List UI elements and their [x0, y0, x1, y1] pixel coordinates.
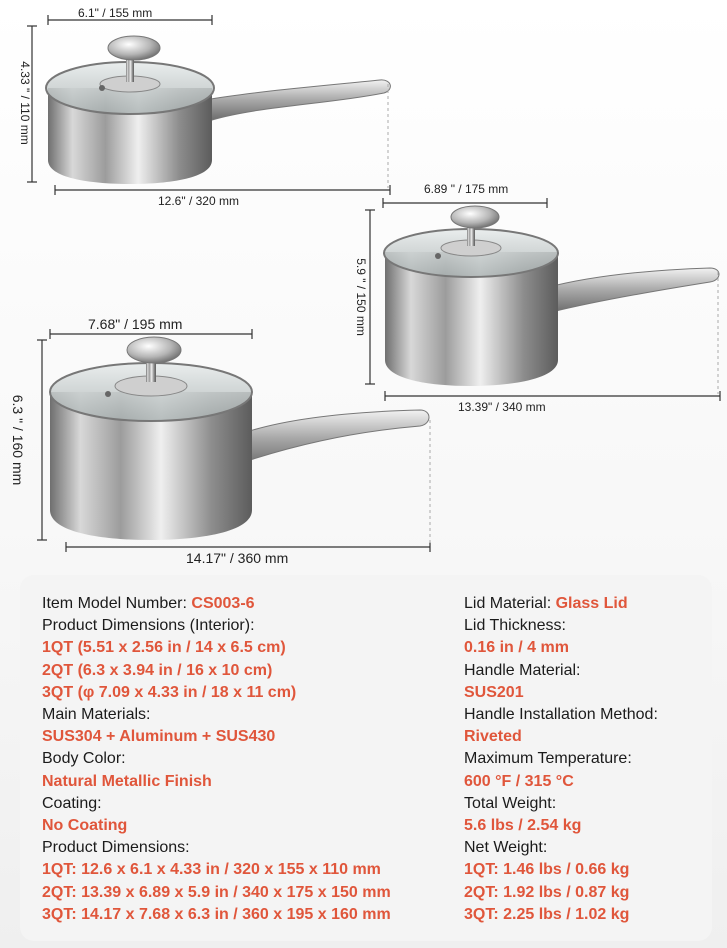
spec-interior-3qt: 3QT (φ 7.09 x 4.33 in / 18 x 11 cm)	[42, 683, 297, 701]
spec-product-dim-1qt: 1QT: 12.6 x 6.1 x 4.33 in / 320 x 155 x 110 mm	[42, 861, 381, 879]
pot-2qt	[384, 206, 719, 386]
spec-column-right	[464, 593, 704, 926]
spec-lid-thickness-value: 0.16 in / 4 mm	[464, 639, 569, 657]
spec-materials-value: SUS304 + Aluminum + SUS430	[42, 728, 276, 746]
spec-net-weight-3qt: 3QT: 2.25 lbs / 1.02 kg	[464, 905, 630, 923]
spec-interior-label: Product Dimensions (Interior):	[42, 617, 255, 635]
spec-coating-label: Coating:	[42, 794, 102, 812]
pot2-width-label: 6.89 " / 175 mm	[424, 182, 509, 196]
spec-handle-install-value: Riveted	[464, 728, 522, 746]
pot1-height-label: 4.33 " / 110 mm	[18, 61, 32, 145]
spec-net-weight-1qt: 1QT: 1.46 lbs / 0.66 kg	[464, 861, 630, 879]
spec-model: Item Model Number: CS003-6	[42, 595, 255, 612]
spec-color-label: Body Color:	[42, 750, 126, 768]
spec-interior-2qt: 2QT (6.3 x 3.94 in / 16 x 10 cm)	[42, 661, 273, 679]
spec-handle-material-value: SUS201	[464, 683, 524, 701]
spec-product-dim-3qt: 3QT: 14.17 x 7.68 x 6.3 in / 360 x 195 x 160 mm	[42, 905, 391, 923]
spec-lid-thickness-label: Lid Thickness:	[464, 617, 566, 635]
spec-net-weight-2qt: 2QT: 1.92 lbs / 0.87 kg	[464, 883, 630, 901]
spec-column-left	[42, 593, 462, 926]
spec-handle-material-label: Handle Material:	[464, 661, 581, 679]
spec-total-weight-value: 5.6 lbs / 2.54 kg	[464, 817, 582, 835]
spec-net-weight-label: Net Weight:	[464, 839, 548, 857]
specifications-panel	[20, 575, 712, 941]
spec-max-temp-value: 600 °F / 315 °C	[464, 772, 574, 790]
pot3-width-label: 7.68" / 195 mm	[88, 316, 183, 332]
lid-material-value: Glass Lid	[555, 595, 628, 612]
spec-product-dim-label: Product Dimensions:	[42, 839, 190, 857]
spec-coating-value: No Coating	[42, 817, 128, 835]
pot1-width-label: 6.1" / 155 mm	[78, 6, 153, 20]
pot3-length-label: 14.17" / 360 mm	[186, 550, 289, 566]
spec-handle-install-label: Handle Installation Method:	[464, 706, 658, 724]
spec-product-dim-2qt: 2QT: 13.39 x 6.89 x 5.9 in / 340 x 175 x 150 mm	[42, 883, 391, 901]
pot2-height-label: 5.9 " / 150 mm	[354, 258, 368, 336]
spec-materials-label: Main Materials:	[42, 706, 151, 724]
pot2-length-label: 13.39" / 340 mm	[458, 400, 546, 414]
pot-1qt	[46, 36, 390, 184]
spec-color-value: Natural Metallic Finish	[42, 772, 212, 790]
pot-3qt	[50, 337, 429, 540]
pot3-height-label: 6.3 " / 160 mm	[10, 394, 26, 486]
spec-max-temp-label: Maximum Temperature:	[464, 750, 632, 768]
model-value: CS003-6	[191, 595, 255, 612]
spec-lid-material: Lid Material: Glass Lid	[464, 595, 628, 612]
pot1-length-label: 12.6" / 320 mm	[158, 194, 239, 208]
spec-interior-1qt: 1QT (5.51 x 2.56 in / 14 x 6.5 cm)	[42, 639, 286, 657]
spec-total-weight-label: Total Weight:	[464, 794, 557, 812]
